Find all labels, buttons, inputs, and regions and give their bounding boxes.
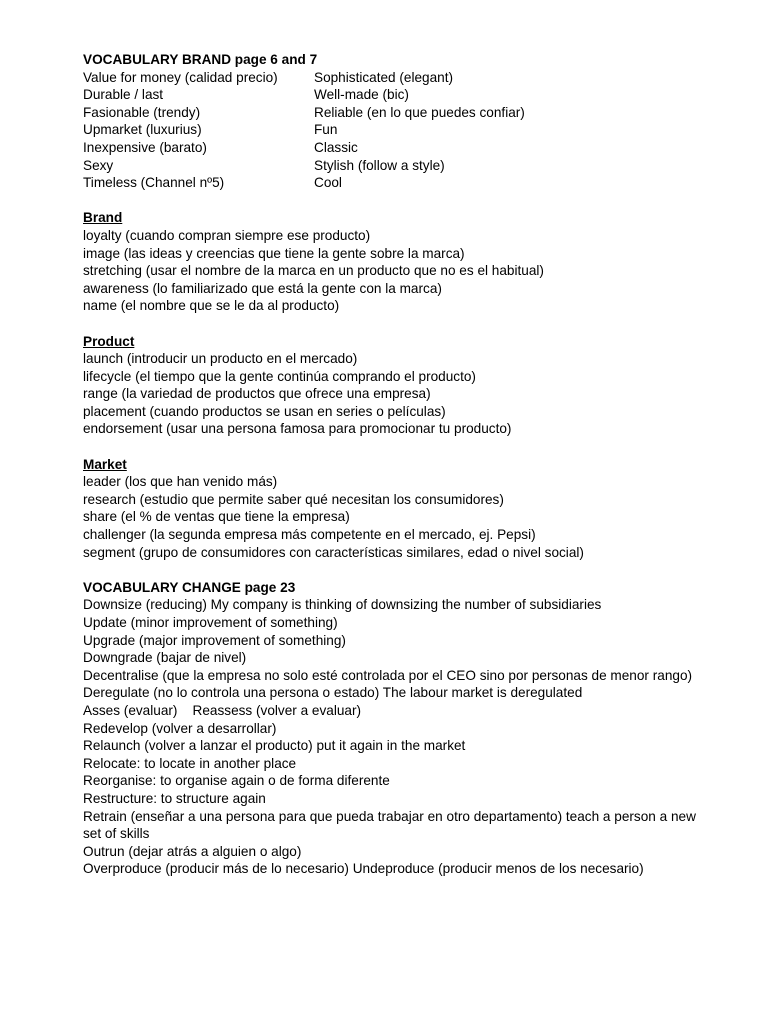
product-item: placement (cuando productos se usan en series o películas) (83, 403, 446, 419)
change-item-restructure: Restructure: to structure again (83, 790, 266, 806)
product-item: range (la variedad de productos que ofrece una empresa) (83, 386, 431, 402)
vocab-term-left: Sexy (83, 157, 114, 173)
market-heading: Market (83, 456, 127, 472)
section-title-change-vocabulary: VOCABULARY CHANGE page 23 (83, 579, 296, 595)
vocab-term-left: Value for money (calidad precio) (83, 69, 278, 85)
brand-item: name (el nombre que se le da al producto) (83, 298, 340, 314)
change-item-downsize: Downsize (reducing) My company is thinking of downsizing the number of subsidiaries (83, 597, 602, 613)
brand-item: loyalty (cuando compran siempre ese producto) (83, 227, 371, 243)
brand-item: awareness (lo familiarizado que está la gente con la marca) (83, 280, 442, 296)
vocab-term-left: Durable / last (83, 87, 164, 103)
vocab-term-right: Reliable (en lo que puedes confiar) (314, 104, 525, 120)
vocab-row (83, 104, 713, 122)
change-item-deregulate: Deregulate (no lo controla una persona o estado) The labour market is deregulated (83, 685, 583, 701)
vocab-term-right: Classic (314, 139, 358, 155)
market-item: research (estudio que permite saber qué necesitan los consumidores) (83, 491, 504, 507)
document-body (83, 51, 713, 878)
vocab-term-right: Sophisticated (elegant) (314, 69, 454, 85)
market-item: segment (grupo de consumidores con características similares, edad o nivel social) (83, 544, 584, 560)
vocab-row (83, 157, 713, 175)
spacer (83, 192, 713, 210)
vocab-row (83, 86, 713, 104)
change-item-reorganise: Reorganise: to organise again o de forma diferente (83, 773, 390, 789)
market-item: challenger (la segunda empresa más competente en el mercado, ej. Pepsi) (83, 527, 536, 543)
change-item-outrun: Outrun (dejar atrás a alguien o algo) (83, 843, 302, 859)
section-title-brand-vocabulary: VOCABULARY BRAND page 6 and 7 (83, 52, 318, 67)
market-item: share (el % de ventas que tiene la empresa) (83, 509, 350, 525)
vocab-row (83, 121, 713, 139)
change-item-redevelop: Redevelop (volver a desarrollar) (83, 720, 277, 736)
brand-item: image (las ideas y creencias que tiene la gente sobre la marca) (83, 245, 465, 261)
product-item: launch (introducir un producto en el mercado) (83, 351, 358, 367)
change-item-upgrade: Upgrade (major improvement of something) (83, 632, 346, 648)
change-item-update: Update (minor improvement of something) (83, 615, 338, 630)
change-item-reassess: Reassess (volver a evaluar) (192, 702, 362, 718)
product-heading: Product (83, 333, 135, 349)
product-item: endorsement (usar una persona famosa para promocionar tu producto) (83, 421, 512, 437)
product-item: lifecycle (el tiempo que la gente continúa comprando el producto) (83, 368, 476, 384)
vocab-term-left: Upmarket (luxurius) (83, 122, 202, 138)
vocab-row (83, 69, 713, 87)
spacer (83, 315, 713, 333)
vocab-term-right: Well-made (bic) (314, 87, 409, 103)
spacer (83, 561, 713, 579)
change-item-downgrade: Downgrade (bajar de nivel) (83, 650, 247, 666)
change-item-relaunch: Relaunch (volver a lanzar el producto) put it again in the market (83, 738, 466, 754)
spacer (83, 438, 713, 456)
vocab-term-right: Cool (314, 175, 342, 191)
vocab-term-right: Fun (314, 122, 338, 138)
change-item-asses: Asses (evaluar) (83, 702, 178, 718)
market-item: leader (los que han venido más) (83, 474, 278, 490)
change-item-relocate: Relocate: to locate in another place (83, 755, 297, 771)
vocab-term-right: Stylish (follow a style) (314, 157, 445, 173)
change-item-overproduce: Overproduce (producir más de lo necesario) Undeproduce (producir menos de los necesario) (83, 861, 644, 877)
change-item-asses-reassess (83, 702, 713, 720)
vocab-term-left: Inexpensive (barato) (83, 139, 207, 155)
vocab-term-left: Timeless (Channel nº5) (83, 175, 225, 191)
vocab-row (83, 174, 713, 192)
brand-item: stretching (usar el nombre de la marca en un producto que no es el habitual) (83, 263, 544, 279)
brand-heading: Brand (83, 210, 123, 226)
vocab-term-left: Fasionable (trendy) (83, 104, 201, 120)
vocab-row (83, 139, 713, 157)
change-item-decentralise: Decentralise (que la empresa no solo esté controlada por el CEO sino por personas de menor rango) (83, 667, 693, 683)
change-item-retrain: Retrain (enseñar a una persona para que pueda trabajar en otro departamento) teach a person a new set of skills (83, 808, 696, 842)
